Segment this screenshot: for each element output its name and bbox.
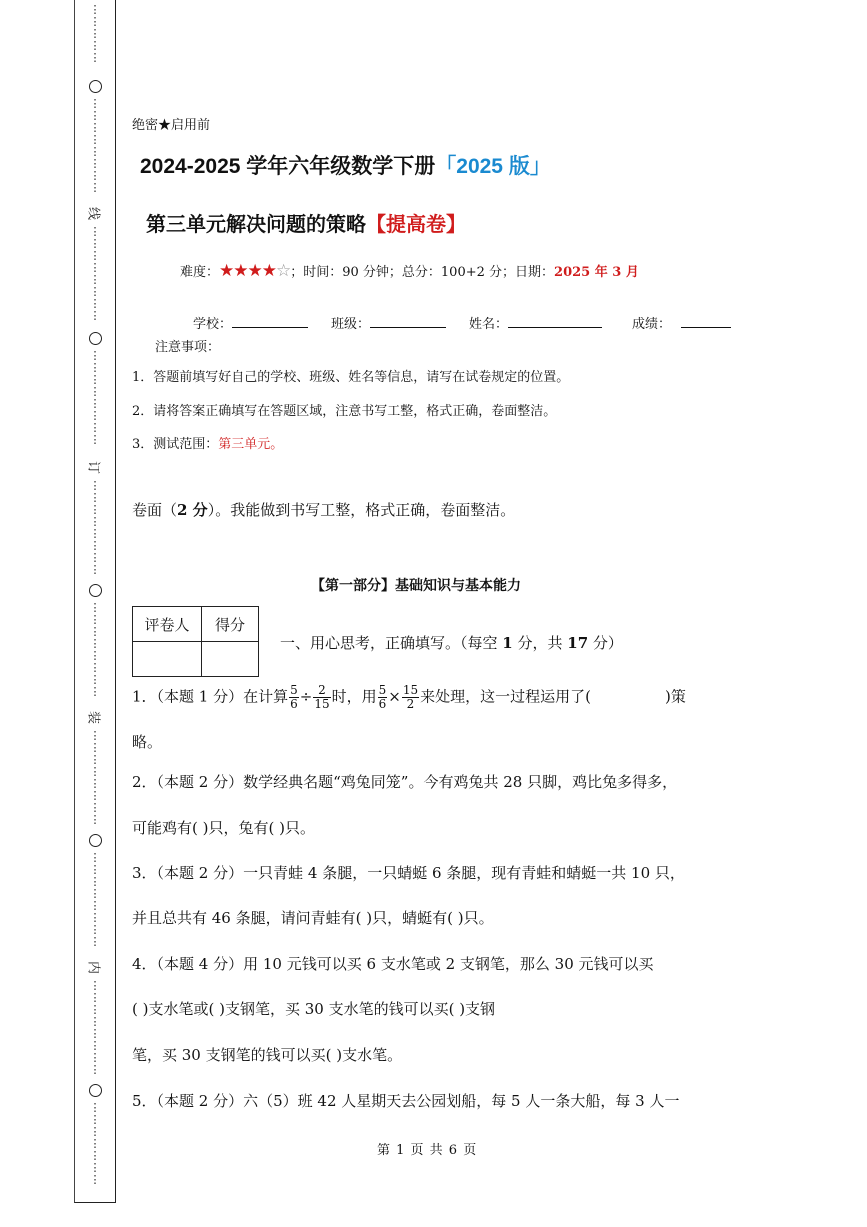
binding-dots: ⋮ ⋮ ⋮ ⋮ ⋮ ⋮ ⋮ ⋮ xyxy=(89,349,101,446)
subtitle-tag: 【提高卷】 xyxy=(366,212,466,236)
meta-rest: ；时间：90 分钟；总分：100+2 分；日期： xyxy=(290,265,555,280)
meta-date: 2025 年 3 月 xyxy=(554,265,639,280)
page-subtitle xyxy=(146,208,466,237)
q1-text-a: 1．（本题 1 分）在计算 xyxy=(132,687,289,706)
binding-dots: ⋮ ⋮ ⋮ ⋮ ⋮ xyxy=(89,3,101,64)
question-2-line-1: 2．（本题 2 分）数学经典名题“鸡兔同笼”。今有鸡兔共 28 只脚，鸡比兔多得多， xyxy=(132,773,678,791)
part-title: 【第一部分】基础知识与基本能力 xyxy=(311,578,521,594)
binding-char-order: 订 xyxy=(85,460,101,474)
q1-multiply: × xyxy=(388,687,401,706)
q1-text-b: 时，用 xyxy=(331,687,377,706)
binding-circle xyxy=(89,584,102,597)
field-score-label: 成绩： xyxy=(632,317,672,332)
question-4-line-1: 4．（本题 4 分）用 10 元钱可以买 6 支水笔或 2 支钢笔，那么 30 元钱可以买 xyxy=(132,955,654,973)
binding-char-bind: 装 xyxy=(85,710,101,724)
section-heading-a: 一、用心思考，正确填写。（每空 xyxy=(280,634,503,652)
notes-title: 注意事项： xyxy=(155,340,221,355)
binding-char-line: 线 xyxy=(85,206,101,220)
binding-dots: ⋮ ⋮ ⋮ ⋮ ⋮ ⋮ ⋮ ⋮ xyxy=(89,225,101,322)
binding-dots: ⋮ ⋮ ⋮ ⋮ ⋮ ⋮ ⋮ ⋮ xyxy=(89,851,101,948)
q1-divide: ÷ xyxy=(299,687,313,706)
neatness-a: 卷面（ xyxy=(132,501,178,519)
question-5-line-1: 5．（本题 2 分）六（5）班 42 人星期天去公园划船，每 5 人一条大船，每 3 人一 xyxy=(132,1092,680,1110)
difficulty-star-empty: ☆ xyxy=(275,261,291,281)
field-school-blank[interactable] xyxy=(232,313,308,328)
meta-line xyxy=(180,261,639,281)
note-item-2: 2．请将答案正确填写在答题区域，注意书写工整，格式正确，卷面整洁。 xyxy=(132,404,557,419)
q1-fraction-4: $\frac{15}{2}$ xyxy=(402,683,419,711)
field-class xyxy=(331,313,446,332)
q1-text-c: 来处理，这一过程运用了( xyxy=(420,687,591,706)
grading-table-header-score: 得分 xyxy=(202,607,259,642)
binding-circle xyxy=(89,1084,102,1097)
binding-dots: ⋮ ⋮ ⋮ ⋮ ⋮ ⋮ ⋮ ⋮ xyxy=(89,601,101,698)
question-4-line-2[interactable]: ( )支水笔或( )支钢笔，买 30 支水笔的钱可以买( )支钢 xyxy=(132,1000,496,1018)
binding-dots: ⋮ ⋮ ⋮ ⋮ ⋮ ⋮ ⋮ ⋮ xyxy=(89,479,101,576)
neatness-c: ）。我能做到书写工整，格式正确，卷面整洁。 xyxy=(207,501,516,519)
field-score xyxy=(632,313,731,332)
grading-table-cell-grader[interactable] xyxy=(133,642,202,677)
field-class-blank[interactable] xyxy=(370,313,446,328)
question-2-line-2[interactable]: 可能鸡有( )只，兔有( )只。 xyxy=(132,819,315,837)
secret-label: 绝密★启用前 xyxy=(132,118,211,133)
binding-circle xyxy=(89,332,102,345)
note-item-3-prefix: 3．测试范围： xyxy=(132,437,219,452)
binding-char-inner: 内 xyxy=(85,960,101,974)
q1-text-d: )策 xyxy=(665,687,686,706)
title-main: 2024-2025 学年六年级数学下册 xyxy=(140,155,436,178)
field-name-blank[interactable] xyxy=(508,313,602,328)
note-item-3-value: 第三单元。 xyxy=(218,437,284,452)
difficulty-stars-filled: ★★★★ xyxy=(219,261,276,281)
difficulty-label: 难度： xyxy=(180,265,220,280)
field-name xyxy=(469,313,602,332)
field-score-blank[interactable] xyxy=(681,313,731,328)
note-item-1: 1．答题前填写好自己的学校、班级、姓名等信息，请写在试卷规定的位置。 xyxy=(132,370,570,385)
neatness-points: 2 分 xyxy=(177,501,208,519)
binding-dots: ⋮ ⋮ ⋮ ⋮ ⋮ ⋮ ⋮ ⋮ xyxy=(89,979,101,1076)
q1-continued: 略。 xyxy=(132,733,163,751)
binding-circle xyxy=(89,80,102,93)
q1-fraction-2: $\frac{2}{15}$ xyxy=(314,683,330,711)
section-heading-e: 分） xyxy=(588,634,623,652)
section-heading-per-blank: 1 xyxy=(502,634,513,652)
question-1 xyxy=(132,684,744,711)
field-name-label: 姓名： xyxy=(469,317,509,332)
page-title xyxy=(140,150,551,180)
field-school-label: 学校： xyxy=(193,317,233,332)
field-school xyxy=(193,313,308,332)
section-heading-total: 17 xyxy=(567,634,589,652)
binding-dots: ⋮ ⋮ ⋮ ⋮ ⋮ ⋮ ⋮ ⋮ xyxy=(89,97,101,194)
grading-table-header-grader: 评卷人 xyxy=(133,607,202,642)
grading-table-cell-score[interactable] xyxy=(202,642,259,677)
binding-dots: ⋮ ⋮ ⋮ ⋮ ⋮ ⋮ ⋮ ⋮ xyxy=(89,729,101,826)
binding-dots: ⋮ ⋮ ⋮ ⋮ ⋮ ⋮ ⋮ xyxy=(89,1101,101,1186)
neatness-line xyxy=(132,499,515,520)
q1-fraction-1: $\frac{5}{6}$ xyxy=(290,683,298,711)
section-heading xyxy=(280,632,623,653)
subtitle-main: 第三单元解决问题的策略 xyxy=(146,212,366,236)
question-3-line-2[interactable]: 并且总共有 46 条腿，请问青蛙有( )只，蜻蜓有( )只。 xyxy=(132,909,494,927)
note-item-3 xyxy=(132,433,283,452)
q1-fraction-3: $\frac{5}{6}$ xyxy=(378,683,387,711)
question-4-line-3[interactable]: 笔，买 30 支钢笔的钱可以买( )支水笔。 xyxy=(132,1046,403,1064)
field-class-label: 班级： xyxy=(331,317,371,332)
question-3-line-1: 3．（本题 2 分）一只青蛙 4 条腿，一只蜻蜓 6 条腿，现有青蛙和蜻蜓一共 10 只， xyxy=(132,864,685,882)
binding-circle xyxy=(89,834,102,847)
page-number: 第 1 页 共 6 页 xyxy=(377,1143,477,1158)
title-edition: 「2025 版」 xyxy=(435,155,551,178)
grading-table xyxy=(132,606,259,677)
section-heading-c: 分，共 xyxy=(512,634,568,652)
